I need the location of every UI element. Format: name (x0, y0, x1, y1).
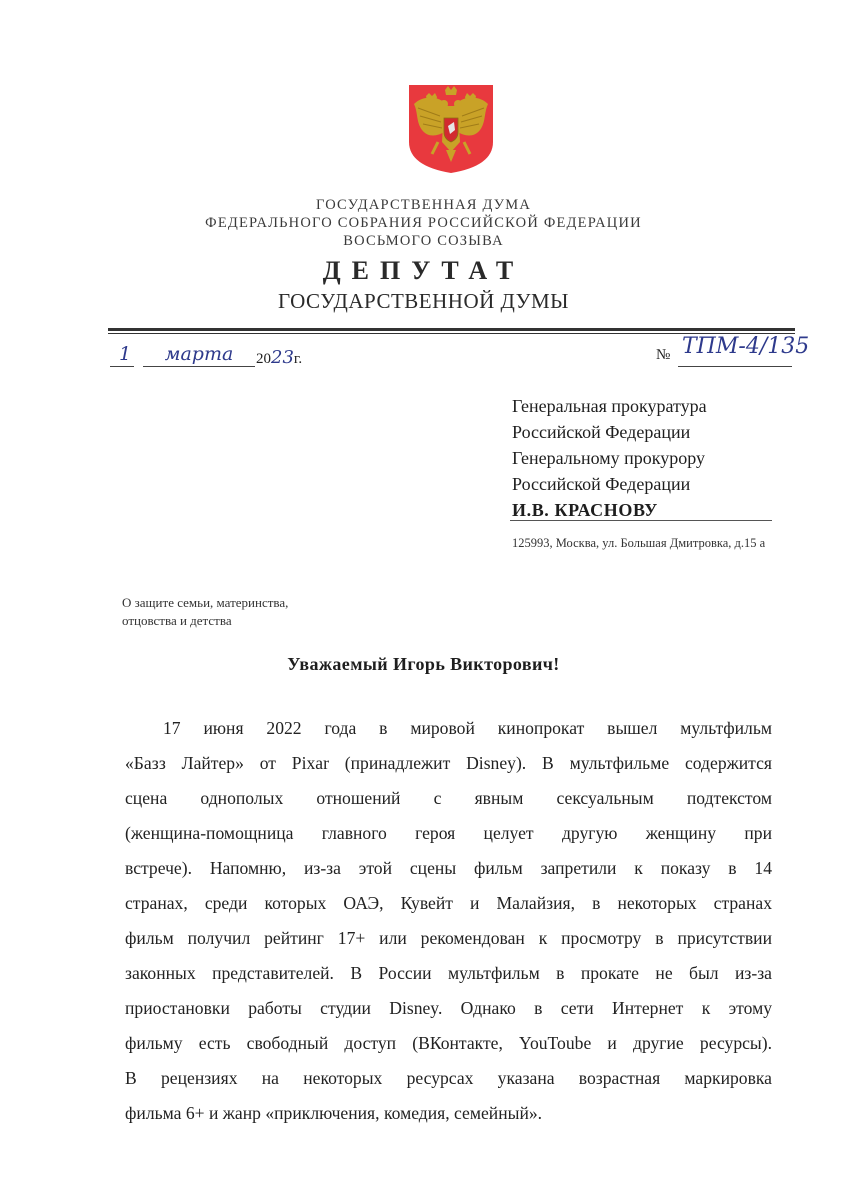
salutation: Уважаемый Игорь Викторович! (287, 654, 560, 674)
body-line: фильму есть свободный доступ (ВКонтакте, YouToube и другие ресурсы). (125, 1033, 772, 1053)
letterhead-subtitle: ГОСУДАРСТВЕННОЙ ДУМЫ (278, 289, 569, 313)
institution-line-1: ГОСУДАРСТВЕННАЯ ДУМА (315, 197, 532, 213)
addressee-line-4: Российской Федерации (512, 474, 691, 494)
institution-line-2: ФЕДЕРАЛЬНОГО СОБРАНИЯ РОССИЙСКОЙ ФЕДЕРАЦИИ (205, 215, 642, 231)
date-month: марта (164, 343, 234, 365)
letterhead-title: ДЕПУТАТ (322, 256, 525, 285)
subject-line-1: О защите семьи, материнства, (122, 595, 289, 610)
body-line: (женщина-помощница главного героя целует другую женщину при (125, 823, 772, 843)
date-year: 2023г. (256, 347, 303, 368)
body-line: В рецензиях на некоторых ресурсах указана возрастная маркировка (125, 1068, 772, 1088)
document-number-underline (678, 366, 792, 367)
date-day: 1 (118, 343, 132, 365)
institution-line-3: ВОСЬМОГО СОЗЫВА (343, 233, 504, 249)
body-line: фильма 6+ и жанр «приключения, комедия, семейный». (125, 1103, 543, 1123)
addressee-rule (510, 520, 772, 521)
addressee-line-2: Российской Федерации (512, 422, 691, 442)
addressee-line-1: Генеральная прокуратура (512, 396, 707, 416)
body-line: 17 июня 2022 года в мировой кинопрокат вышел мультфильм (163, 718, 772, 738)
letter-body (125, 711, 772, 1131)
coat-of-arms-emblem (408, 84, 494, 174)
body-line: странах, среди которых ОАЭ, Кувейт и Малайзия, в некоторых странах (125, 893, 772, 913)
document-number-label: № (656, 347, 671, 363)
body-line: фильм получил рейтинг 17+ или рекомендован к просмотру в присутствии (125, 928, 772, 948)
date-month-underline (143, 366, 255, 367)
body-line: «Базз Лайтер» от Pixar (принадлежит Disney). В мультфильме содержится (125, 753, 772, 773)
body-line: законных представителей. В России мультфильм в прокате не был из-за (125, 963, 772, 983)
addressee-line-3: Генеральному прокурору (512, 448, 706, 468)
addressee-address: 125993, Москва, ул. Большая Дмитровка, д.15 а (512, 536, 766, 550)
body-line: приостановки работы студии Disney. Однако в сети Интернет к этому (125, 998, 772, 1018)
body-line: встрече). Напомню, из-за этой сцены фильм запретили к показу в 14 (125, 858, 772, 878)
body-line: сцена однополых отношений с явным сексуальным подтекстом (125, 788, 772, 808)
letterhead-rule-thick (108, 328, 795, 331)
date-day-underline (110, 366, 134, 367)
subject-line-2: отцовства и детства (122, 613, 232, 628)
letter-subject (122, 594, 288, 630)
addressee-name: И.В. КРАСНОВУ (512, 500, 658, 520)
document-number: ТПМ-4/135 (682, 334, 810, 359)
